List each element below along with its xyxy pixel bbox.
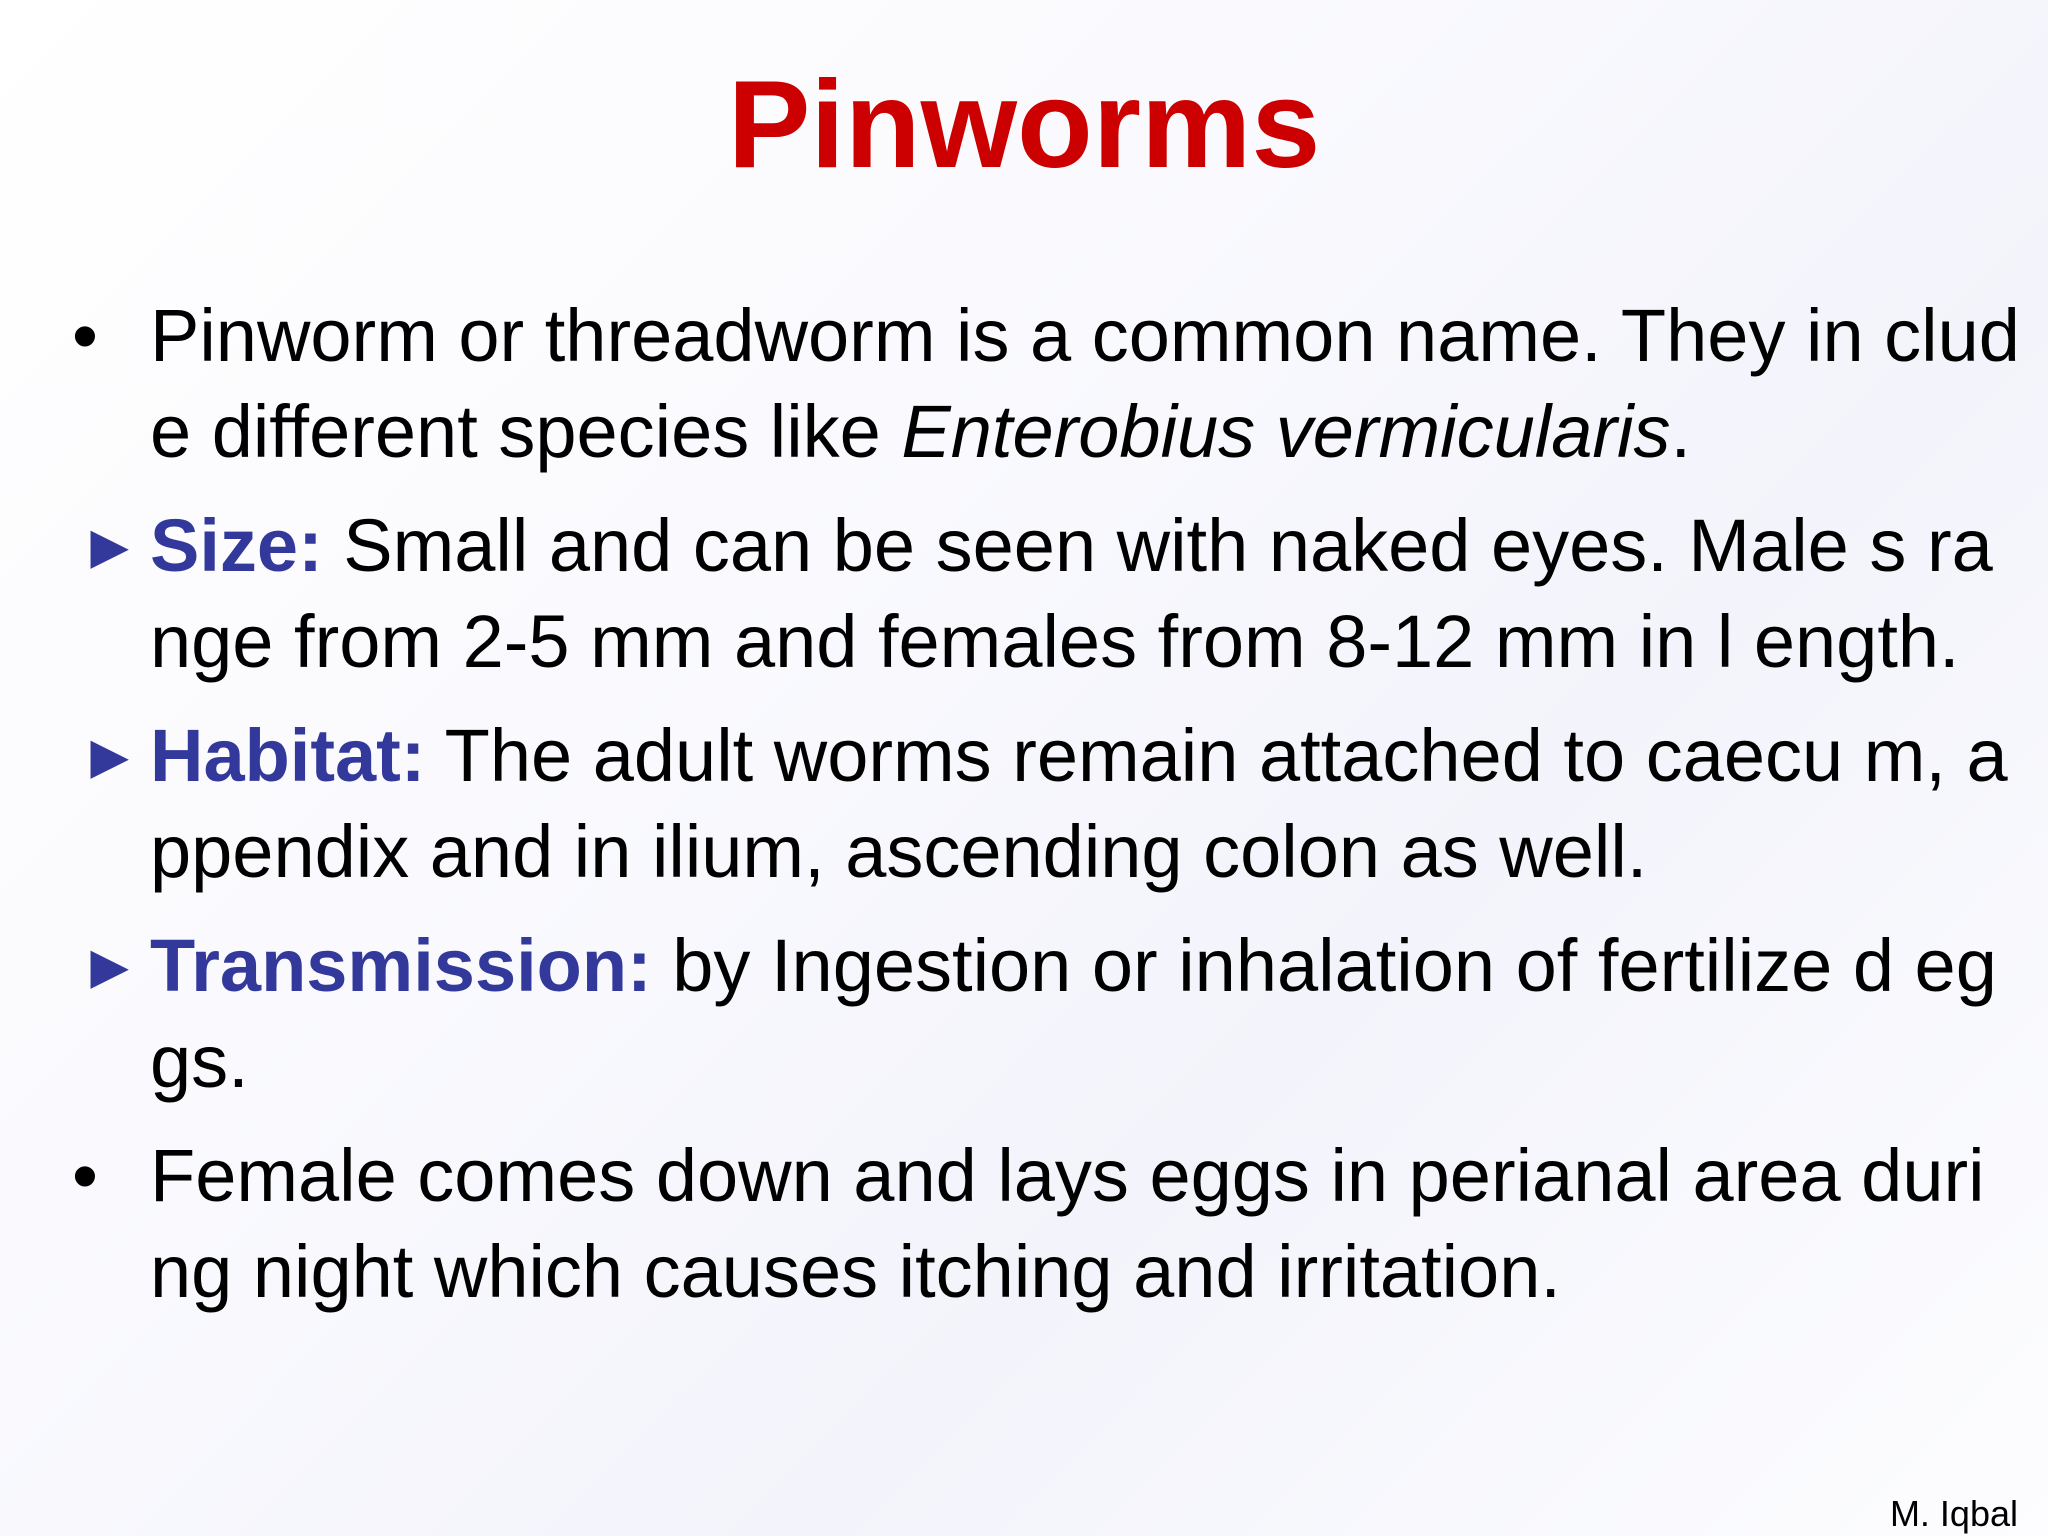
size-text: Small and can be seen with naked eyes. Male s range from 2-5 mm and females from 8-12 mm in l ength. [150,504,1993,683]
habitat-text: The adult worms remain attached to caecu m, appendix and in ilium, ascending colon as well. [150,714,2008,893]
transmission-heading: Transmission: [150,924,652,1007]
bullet-item-size [70,498,2020,690]
intro-text-end: . [1670,390,1692,473]
slide-title: Pinworms [727,56,1321,194]
transmission-text: by Ingestion or inhalation of fertilize d eggs. [150,924,1997,1103]
arrow-bullet-icon: ► [78,930,142,1002]
author-credit: M. Iqbal [1889,1493,2018,1534]
bullet-list [70,288,2020,1338]
bullet-item-female [70,1128,2020,1320]
bullet-dot-icon: • [72,1134,98,1217]
bullet-item-habitat [70,708,2020,900]
female-text: Female comes down and lays eggs in perianal area during night which causes itching and irritation. [150,1134,1985,1313]
species-name: Enterobius vermicularis [901,390,1671,473]
bullet-dot-icon: • [72,294,98,377]
habitat-heading: Habitat: [150,714,426,797]
arrow-bullet-icon: ► [78,720,142,792]
bullet-item-transmission [70,918,2020,1110]
arrow-bullet-icon: ► [78,510,142,582]
bullet-item-intro [70,288,2020,480]
size-heading: Size: [150,504,323,587]
intro-text: Pinworm or threadworm is a common name. They in clude different species like [150,294,2020,473]
